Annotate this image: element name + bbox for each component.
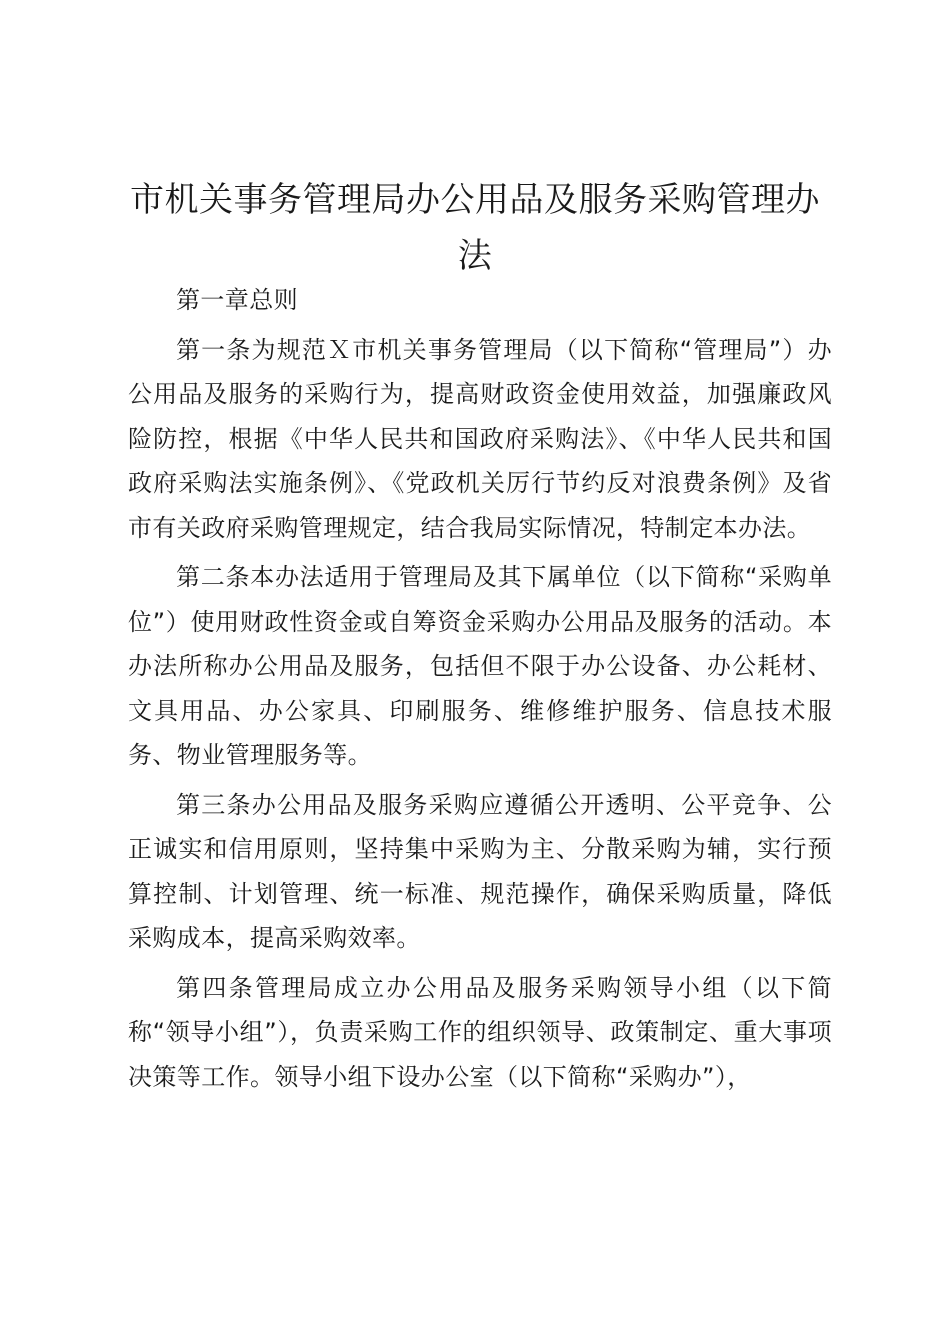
article-4: 第四条管理局成立办公用品及服务采购领导小组（以下简称“领导小组”），负责采购工作的组织领导、政策制定、重大事项决策等工作。领导小组下设办公室（以下简称“采购办”）， [128,973,832,1091]
article-3: 第三条办公用品及服务采购应遵循公开透明、公平竞争、公正诚实和信用原则，坚持集中采购为主、分散采购为辅，实行预算控制、计划管理、统一标准、规范操作，确保采购质量，降低采购成本，提高采购效率。 [128,790,832,952]
article-1: 第一条为规范Ｘ市机关事务管理局（以下简称“管理局”）办公用品及服务的采购行为，提高财政资金使用效益，加强廉政风险防控，根据《中华人民共和国政府采购法》、《中华人民共和国政府采购法实施条例》、《党政机关厉行节约反对浪费条例》及省市有关政府采购管理规定，结合我局实际情况，特制定本办法。 [128,335,832,542]
article-2: 第二条本办法适用于管理局及其下属单位（以下简称“采购单位”）使用财政性资金或自筹资金采购办公用品及服务的活动。本办法所称办公用品及服务，包括但不限于办公设备、办公耗材、文具用品、办公家具、印刷服务、维修维护服务、信息技术服务、物业管理服务等。 [128,563,832,769]
chapter-heading: 第一章总则 [176,286,298,314]
document-body [128,278,832,1104]
document-title: 市机关事务管理局办公用品及服务采购管理办法 [130,180,820,276]
